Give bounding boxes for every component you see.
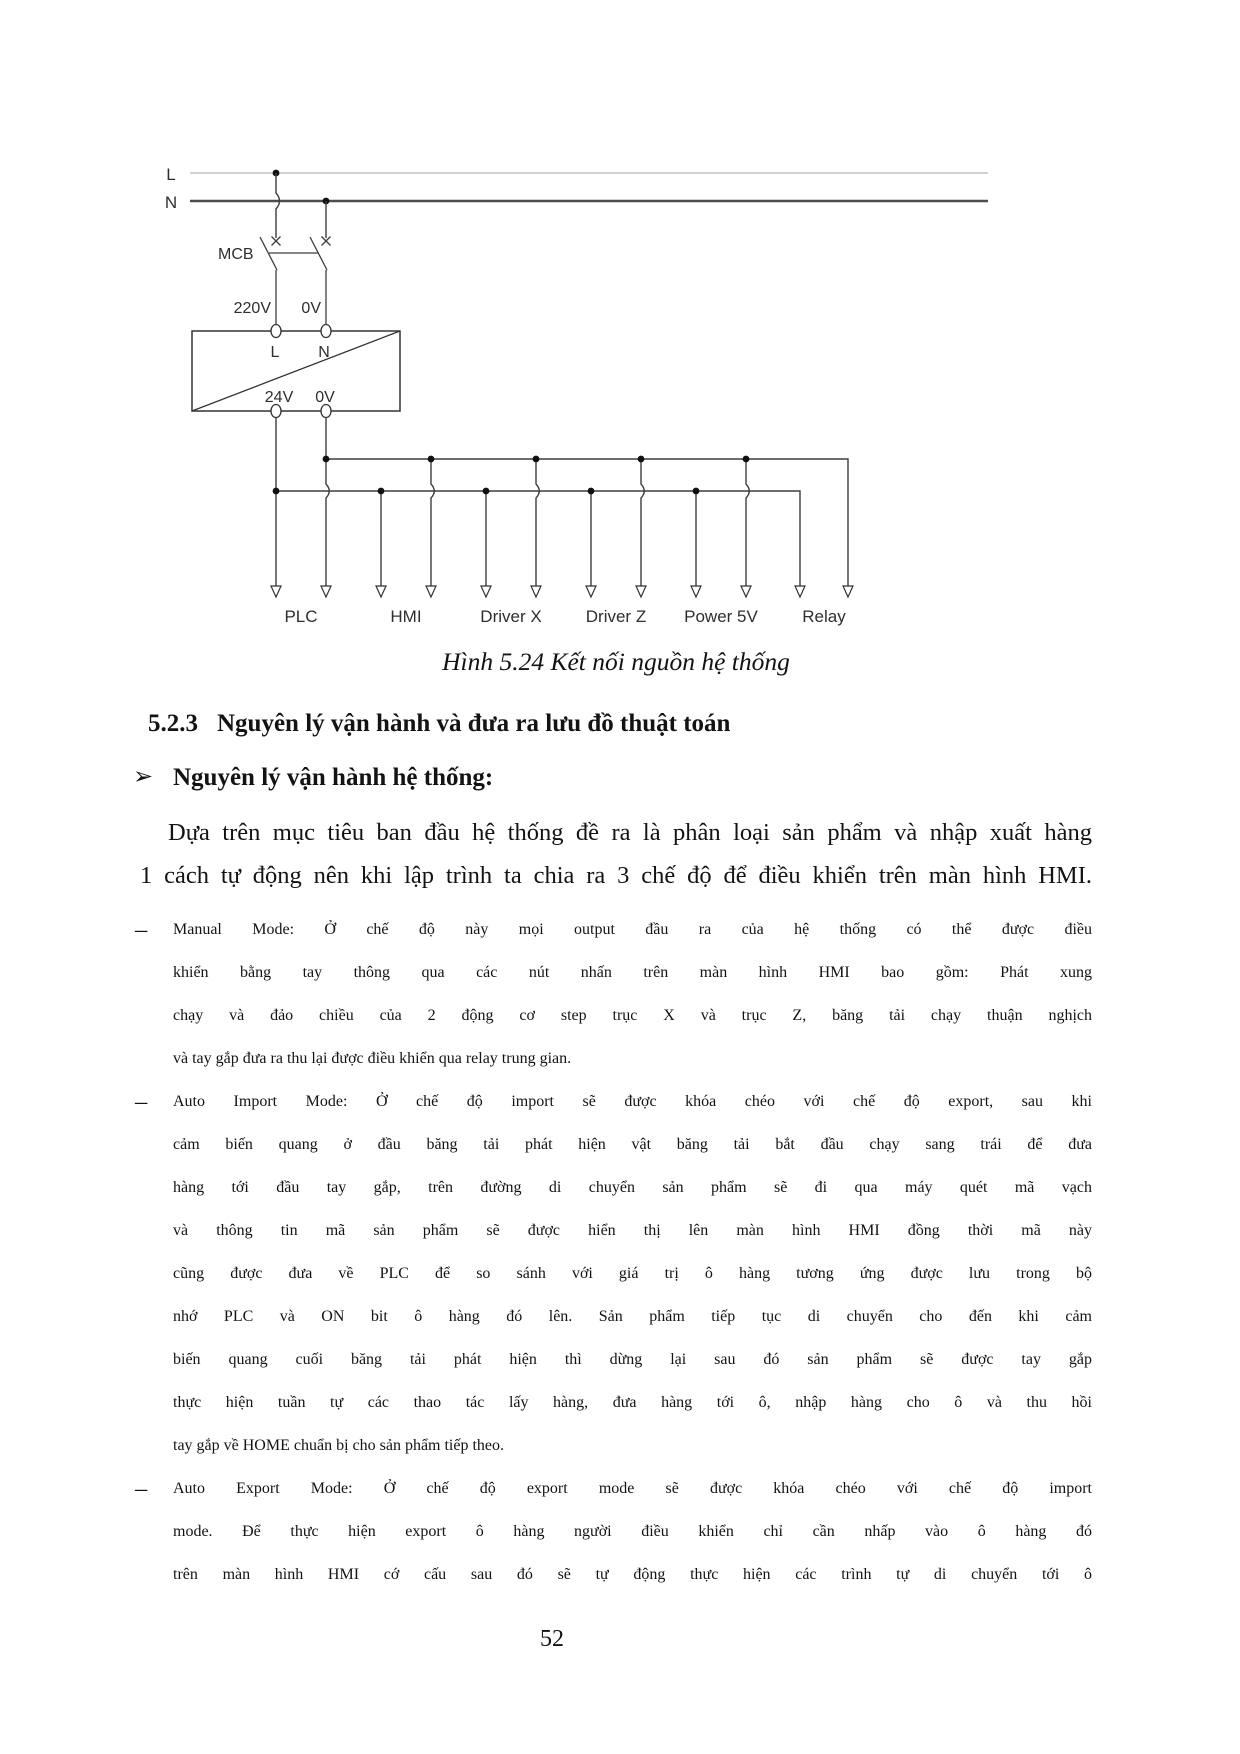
paragraph-auto-import [140, 1080, 1092, 1467]
text-line: cảm biến quang ở đầu băng tải phát hiện vật băng tải bắt đầu chạy sang trái để đưa [173, 1136, 1092, 1153]
load-label-hmi: HMI [390, 607, 422, 626]
mcb-label: MCB [218, 246, 254, 263]
text-line: cũng được đưa về PLC để so sánh với giá trị ô hàng tương ứng được lưu trong bộ [173, 1265, 1092, 1282]
bus-junction-dots [273, 456, 750, 495]
list-item-auto-export [135, 1467, 1092, 1596]
mcb-breaker [218, 237, 331, 325]
subsection-bullet [133, 756, 1092, 799]
dash-bullet: – [135, 1475, 148, 1502]
v220-label: 220V [233, 300, 271, 317]
arrow-plc-0v [321, 586, 331, 597]
dash-bullet: – [135, 1088, 148, 1115]
dash-bullet: – [135, 916, 148, 943]
list-item-manual-mode [135, 908, 1092, 1080]
section-number: 5.2.3 [148, 710, 198, 737]
arrow-power5v-0v [741, 586, 751, 597]
section-title: Nguyên lý vận hành và đưa ra lưu đồ thuật toán [217, 710, 731, 737]
drop-0v-plc [326, 459, 329, 586]
arrow-hmi-0v [426, 586, 436, 597]
arrow-driver-x-24v [481, 586, 491, 597]
load-label-relay: Relay [802, 607, 846, 626]
power-supply-box [192, 325, 400, 418]
text-line: tay gắp về HOME chuẩn bị cho sản phẩm tiếp theo. [173, 1437, 505, 1454]
text-line: và thông tin mã sản phẩm sẽ được hiển thị lên màn hình HMI đồng thời mã này [173, 1222, 1092, 1239]
text-line: hàng tới đầu tay gắp, trên đường di chuyển sản phẩm sẽ đi qua máy quét mã vạch [173, 1179, 1092, 1196]
text-line: khiển bằng tay thông qua các nút nhấn trên màn hình HMI bao gồm: Phát xung [173, 964, 1092, 981]
mains-lines [165, 165, 988, 238]
text-line: chạy và đảo chiều của 2 động cơ step trục X và trục Z, băng tải chạy thuận nghịch [173, 1007, 1092, 1024]
drop-0v-driver-x [536, 459, 539, 586]
load-label-plc: PLC [284, 607, 318, 626]
drop-0v-hmi [431, 459, 434, 586]
text-line: Auto Export Mode: Ở chế độ export mode sẽ được khóa chéo với chế độ import [173, 1480, 1092, 1497]
paragraph-manual-mode [140, 908, 1092, 1080]
figure-caption: Hình 5.24 Kết nối nguồn hệ thống [442, 647, 790, 676]
load-label-driver-x: Driver X [480, 607, 542, 626]
psu-l-label: L [270, 344, 280, 361]
bus-0v [326, 459, 848, 586]
psu-n-label: N [318, 344, 330, 361]
bus-24v [276, 491, 800, 586]
section-heading [140, 702, 1128, 745]
arrow-driver-z-0v [636, 586, 646, 597]
text-line: nhớ PLC và ON bit ô hàng đó lên. Sản phẩm tiếp tục di chuyển cho đến khi cảm [173, 1308, 1092, 1325]
psu-diagonal [192, 331, 400, 411]
paragraph-intro [140, 811, 1092, 897]
arrow-driver-z-24v [586, 586, 596, 597]
distribution-buses [273, 418, 848, 587]
n-line-label: N [164, 193, 178, 212]
paragraph-auto-export [140, 1467, 1092, 1596]
arrow-power5v-24v [691, 586, 701, 597]
arrow-relay-24v [795, 586, 805, 597]
load-labels [284, 607, 846, 626]
l-branch-wire [276, 173, 280, 238]
terminal-l [271, 325, 281, 338]
load-label-power-5v: Power 5V [684, 607, 758, 626]
text-line: Auto Import Mode: Ở chế độ import sẽ được khóa chéo với chế độ export, sau khi [173, 1093, 1092, 1110]
power-wiring-diagram [140, 140, 1000, 630]
v0-top-label: 0V [301, 300, 321, 317]
l-line-label: L [166, 165, 176, 184]
load-label-driver-z: Driver Z [585, 607, 647, 626]
arrow-relay-0v [843, 586, 853, 597]
arrow-plc-24v [271, 586, 281, 597]
terminal-24v [271, 405, 281, 418]
text-line: mode. Để thực hiện export ô hàng người điều khiển chỉ cần nhấp vào ô hàng đó [173, 1523, 1092, 1540]
list-item-auto-import [135, 1080, 1092, 1467]
text-line: và tay gắp đưa ra thu lại được điều khiển qua relay trung gian. [173, 1050, 572, 1067]
terminal-0v [321, 405, 331, 418]
load-arrows [271, 586, 853, 597]
v24-label: 24V [264, 389, 294, 406]
arrow-bullet-icon: ➢ [133, 764, 154, 790]
drop-0v-power5v [746, 459, 749, 586]
text-line: biến quang cuối băng tải phát hiện thì dừng lại sau đó sản phẩm sẽ được tay gắp [173, 1351, 1092, 1368]
text-line: Manual Mode: Ở chế độ này mọi output đầu ra của hệ thống có thể được điều [173, 921, 1092, 938]
arrow-hmi-24v [376, 586, 386, 597]
drop-0v-driver-z [641, 459, 644, 586]
page-number: 52 [540, 1626, 564, 1652]
subsection-title: Nguyên lý vận hành hệ thống: [173, 764, 494, 791]
text-line: trên màn hình HMI cớ cấu sau đó sẽ tự động thực hiện các trình tự di chuyển tới ô [173, 1566, 1092, 1583]
text-line: 1 cách tự động nên khi lập trình ta chia ra 3 chế độ để điều khiển trên màn hình HMI. [140, 862, 1092, 889]
arrow-driver-x-0v [531, 586, 541, 597]
terminal-n [321, 325, 331, 338]
text-line: thực hiện tuần tự các thao tác lấy hàng, đưa hàng tới ô, nhập hàng cho ô và thu hồi [173, 1394, 1092, 1411]
v0-bottom-label: 0V [315, 389, 335, 406]
text-line: Dựa trên mục tiêu ban đầu hệ thống đề ra là phân loại sản phẩm và nhập xuất hàng [168, 819, 1092, 846]
